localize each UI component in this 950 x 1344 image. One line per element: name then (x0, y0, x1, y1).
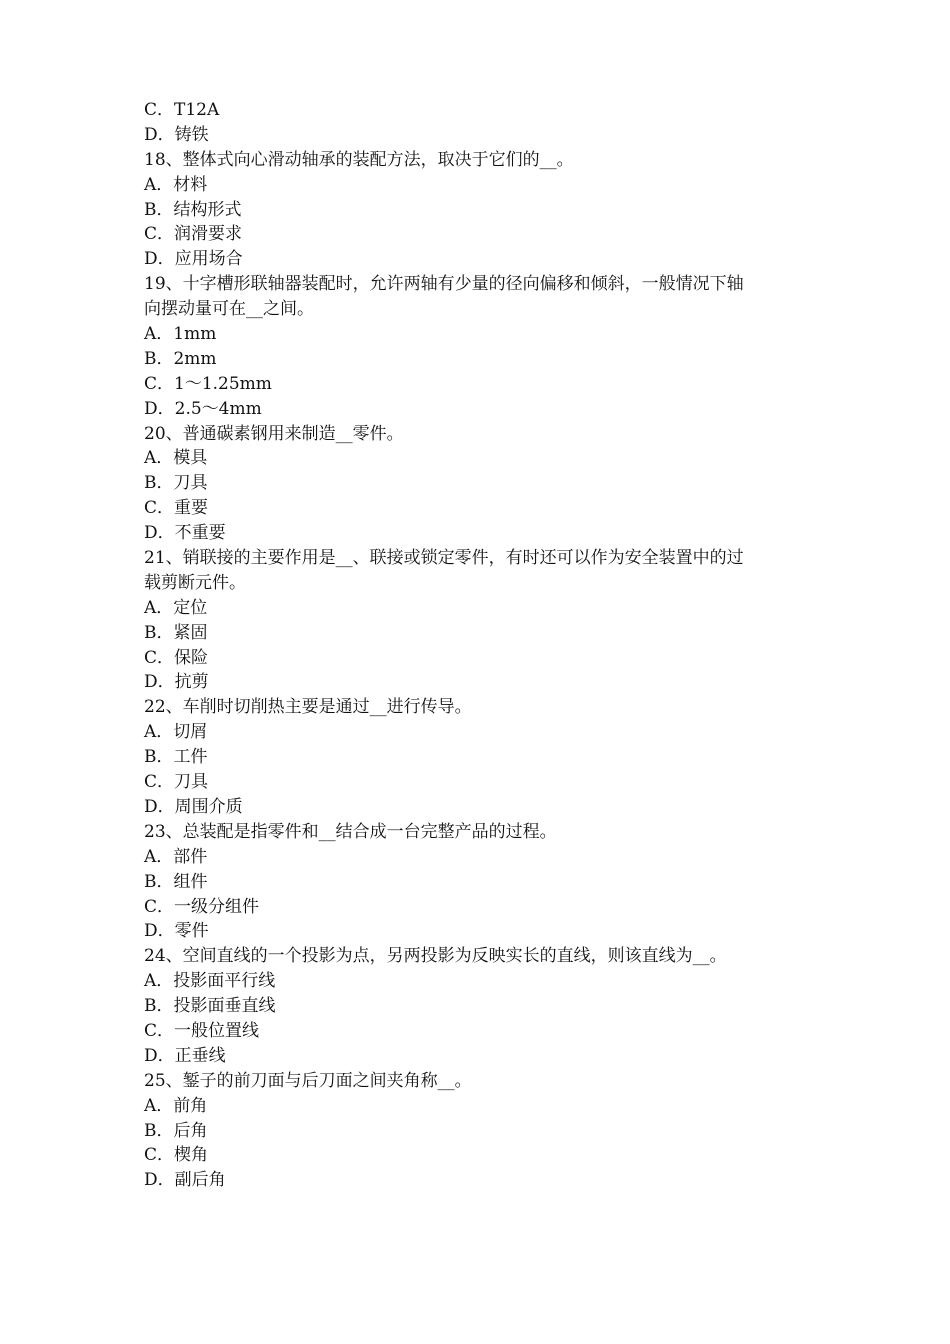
option-line: A．1mm (144, 324, 217, 345)
question-line: 24、空间直线的一个投影为点，另两投影为反映实长的直线，则该直线为__。 (144, 946, 727, 967)
option-line: B．工件 (144, 747, 208, 768)
option-line: D．周围介质 (144, 796, 243, 817)
question-line-continued: 载剪断元件。 (144, 572, 246, 593)
option-line: A．定位 (144, 597, 208, 618)
option-line: D．抗剪 (144, 672, 209, 693)
option-line: C．一般位置线 (144, 1020, 260, 1041)
question-line: 19、十字槽形联轴器装配时，允许两轴有少量的径向偏移和倾斜，一般情况下轴 (144, 274, 744, 295)
option-line: B．结构形式 (144, 199, 242, 220)
option-line: D．铸铁 (144, 124, 209, 145)
option-line: A．前角 (144, 1095, 208, 1116)
option-line: D．不重要 (144, 523, 226, 544)
question-line: 22、车削时切削热主要是通过__进行传导。 (144, 697, 472, 718)
option-line: D．副后角 (144, 1170, 226, 1191)
question-line: 21、销联接的主要作用是__、联接或锁定零件，有时还可以作为安全装置中的过 (144, 548, 744, 569)
option-line: C．T12A (144, 100, 220, 120)
option-line: B．刀具 (144, 473, 208, 494)
option-line: B．投影面垂直线 (144, 996, 276, 1017)
option-line: A．材料 (144, 174, 208, 195)
option-line: A．投影面平行线 (144, 971, 276, 992)
option-line: B．2mm (144, 348, 217, 369)
option-line: A．模具 (144, 448, 208, 469)
question-line: 25、錾子的前刀面与后刀面之间夹角称__。 (144, 1070, 472, 1091)
option-line: D．2.5～4mm (144, 398, 262, 419)
option-line: D．零件 (144, 921, 209, 942)
question-line-continued: 向摆动量可在__之间。 (144, 299, 314, 320)
option-line: B．紧固 (144, 622, 208, 643)
option-line: A．部件 (144, 846, 208, 867)
option-line: D．应用场合 (144, 249, 243, 270)
question-line: 23、总装配是指零件和__结合成一台完整产品的过程。 (144, 821, 557, 842)
option-line: A．切屑 (144, 722, 208, 743)
option-line: C．刀具 (144, 772, 209, 793)
document-body (144, 98, 824, 1193)
question-line: 20、普通碳素钢用来制造__零件。 (144, 423, 404, 444)
option-line: C．润滑要求 (144, 224, 243, 245)
option-line: B．组件 (144, 871, 208, 892)
option-line: C．保险 (144, 647, 209, 668)
question-line: 18、整体式向心滑动轴承的装配方法，取决于它们的__。 (144, 149, 574, 170)
option-line: C．重要 (144, 498, 209, 519)
option-line: C．1～1.25mm (144, 373, 272, 394)
option-line: C．一级分组件 (144, 896, 260, 917)
option-line: B．后角 (144, 1120, 208, 1141)
option-line: C．楔角 (144, 1145, 209, 1166)
option-line: D．正垂线 (144, 1045, 226, 1066)
